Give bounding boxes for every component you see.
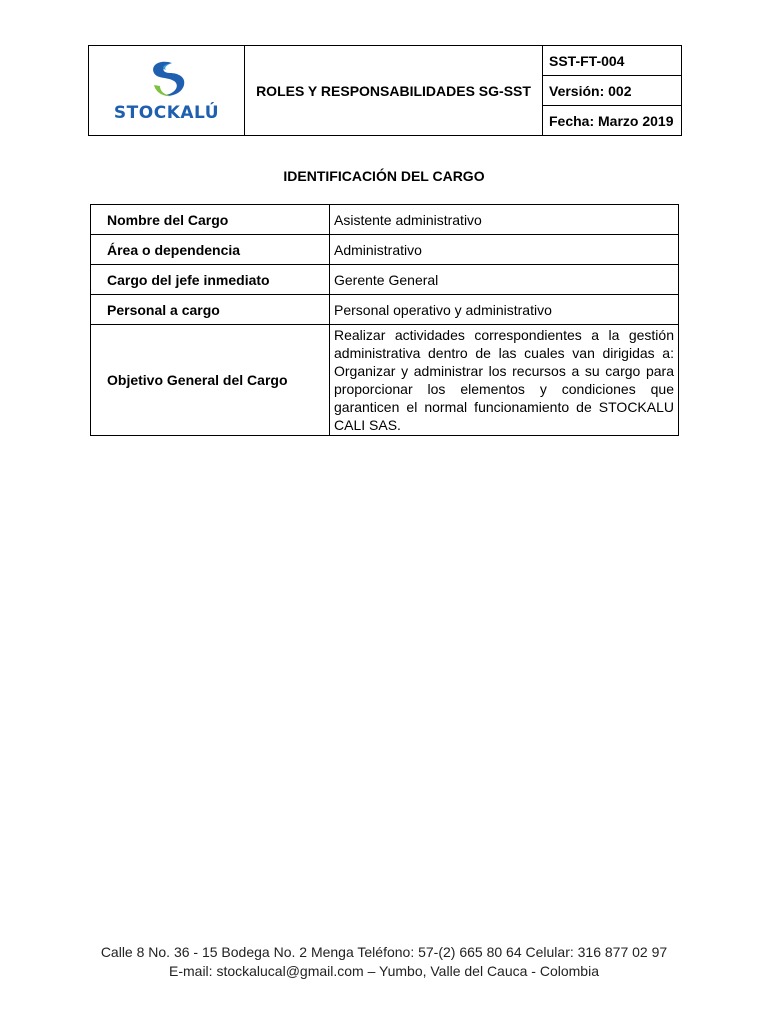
footer-contact: E-mail: stockalucal@gmail.com – Yumbo, Valle del Cauca - Colombia: [169, 963, 599, 979]
page-footer: [0, 943, 768, 981]
document-version: Versión: 002: [543, 76, 682, 106]
row-label: Área o dependencia: [91, 235, 330, 265]
row-value: Gerente General: [330, 265, 679, 295]
table-row: [91, 295, 679, 325]
document-header: [88, 45, 682, 136]
row-value: Personal operativo y administrativo: [330, 295, 679, 325]
table-row: [91, 325, 679, 436]
table-row: [91, 205, 679, 235]
row-value: Administrativo: [330, 235, 679, 265]
section-title: IDENTIFICACIÓN DEL CARGO: [283, 168, 485, 184]
document-title: ROLES Y RESPONSABILIDADES SG-SST: [245, 46, 543, 136]
row-label: Cargo del jefe inmediato: [91, 265, 330, 295]
job-identification-table: [90, 204, 679, 436]
row-value: Realizar actividades correspondientes a la gestión administrativa dentro de las cuales van dirigidas a: Organizar y administrar los recursos a su cargo para proporcionar los elementos y condiciones que garanticen el normal funcionamiento de STOCKALU CALI SAS.: [330, 325, 679, 436]
footer-address: Calle 8 No. 36 - 15 Bodega No. 2 Menga Teléfono: 57-(2) 665 80 64 Celular: 316 877 02 97: [100, 944, 668, 960]
row-label: Objetivo General del Cargo: [91, 325, 330, 436]
document-code: SST-FT-004: [543, 46, 682, 76]
stockalu-logo-icon: [142, 59, 190, 101]
logo-text: STOCKALÚ: [113, 102, 220, 123]
row-label: Personal a cargo: [91, 295, 330, 325]
document-date: Fecha: Marzo 2019: [543, 106, 682, 136]
row-value: Asistente administrativo: [330, 205, 679, 235]
table-row: [91, 235, 679, 265]
logo-cell: [89, 46, 245, 136]
row-label: Nombre del Cargo: [91, 205, 330, 235]
company-logo: [114, 59, 219, 123]
table-row: [91, 265, 679, 295]
